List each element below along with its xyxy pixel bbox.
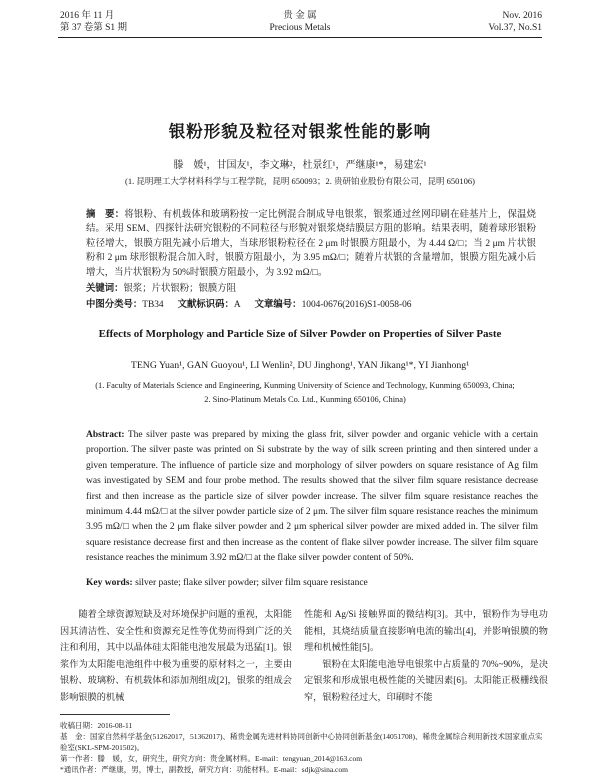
abstract-en-text: The silver paste was prepared by mixing the glass frit, silver powder and organic vehicle with a certain proportion. The silver paste was printed on Si substrate by the way of silk screen printing and then sintered under a given temperature. The influence of particle size and morphology of silver powders on square resistance of Ag film was investigated by SEM and four probe method. The results showed that the silver film square resistance decrease first and then increase as the particle size of silver powder increase. The silver film square resistance reaches the minimum 4.44 mΩ/□ at the silver powder particle size of 2 μm. The silver film square resistance reaches the minimum 3.95 mΩ/□ when the 2 μm flake silver powder and 2 μm spherical silver powder are mixed added in. The silver film square resistance decrease first and then increase as the content of flake silver powder increase. The silver film square resistance reaches the minimum 3.92 mΩ/□ at the flake silver powder content of 50%. [86, 430, 538, 564]
abstract-cn-label: 摘 要： [86, 209, 125, 220]
paper-title-cn: 银粉形貌及粒径对银浆性能的影响 [168, 122, 432, 141]
body-paragraph: 随着全球资源短缺及对环境保护问题的重视，太阳能因其清洁性、安全性和资源充足性等优势而得到广泛的关注和利用，其中以晶体硅太阳能电池发展最为迅猛[1]。银浆作为太阳能电池组件中极为重要的原材料之一，主要由银粉、玻璃粉、有机载体和添加剂组成[2]，银浆的组成会影响银膜的机械 [60, 609, 292, 702]
keywords-cn [86, 282, 536, 296]
affiliation-cn: (1. 昆明理工大学材料科学与工程学院，昆明 650093；2. 贵研铂业股份有限公司，昆明 650106) [125, 176, 475, 186]
keywords-cn-label: 关键词： [86, 283, 124, 294]
keywords-en-label: Key words: [86, 578, 133, 588]
footnote-fund: 基 金：国家自然科学基金(51262017，51362017)、稀贵金属先进材料协同创新中心协同创新基金(14051708)、稀贵金属综合利用新技术国家重点实验室(SKL-SPM-201502)。 [60, 732, 543, 752]
journal-name-en: Precious Metals [269, 23, 331, 33]
article-no-value: 1004-0676(2016)S1-0058-06 [301, 300, 412, 310]
header-volume-cn: 第 37 卷第 S1 期 [60, 23, 128, 33]
abstract-cn-text: 将银粉、有机载体和玻璃粉按一定比例混合制成导电银浆，银浆通过丝网印刷在硅基片上，保温烧结。采用 SEM、四探针法研究银粉的不同粒径与形貌对银浆烧结膜层方阻的影响。结果表明，随着球形银粉粒径增大，银膜方阻先减小后增大，当球形银粉粒径在 2 μm 时银膜方阻最小，为 4.44 Ω/□；当 2 μm 片状银粉和 2 μm 球形银粉混合加入时，银膜方阻最小，为 3.95 mΩ/□；随着片状银的含量增加，银膜方阻先减小后增大，当片状银粉为 50%时银膜方阻最小，为 3.92 mΩ/□。 [86, 210, 536, 278]
doc-code-label: 文献标识码： [177, 299, 234, 310]
header-volume-en: Vol.37, No.S1 [488, 23, 542, 33]
affiliation-en-line2: 2. Sino-Platinum Metals Co. Ltd., Kunming 650106, China) [204, 395, 406, 404]
keywords-en-text: silver paste; flake silver powder; silver film square resistance [135, 578, 368, 588]
footnote-divider [60, 714, 170, 715]
article-no-label: 文章编号： [254, 299, 302, 310]
footnote-received: 收稿日期：2016-08-11 [60, 721, 133, 730]
abstract-en-label: Abstract: [86, 430, 125, 440]
authors-cn: 滕 媛¹，甘国友¹，李文琳²，杜景红¹，严继康¹*，易建宏¹ [173, 160, 427, 171]
footnote-corresponding: *通讯作者：严继康，男，博士，副教授，研究方向：功能材料。E-mail：sdjk@sina.com [60, 765, 348, 774]
body-paragraph: 银粉在太阳能电池导电银浆中占质量的 70%~90%，是决定银浆和形成银电极性能的关键因素[6]。太阳能正极栅线很窄，银粉粒径过大，印刷时不能 [304, 658, 548, 702]
clc-value: TB34 [142, 300, 164, 310]
body-column-right [304, 606, 548, 706]
journal-name-cn: 贵 金 属 [283, 11, 317, 21]
footnote-first-author: 第一作者：滕 媛，女，研究生，研究方向：贵金属材料。E-mail：tengyuan_2014@163.com [60, 754, 363, 763]
affiliation-en-line1: (1. Faculty of Materials Science and Engineering, Kunming University of Science and Technology, Kunming 650093, China; [95, 381, 515, 390]
keywords-en [86, 578, 538, 588]
header-date-en: Nov. 2016 [502, 11, 542, 21]
body-column-left [60, 606, 292, 706]
doc-code-value: A [233, 300, 241, 310]
authors-en: TENG Yuan¹, GAN Guoyou¹, LI Wenlin², DU Jinghong¹, YAN Jikang¹*, YI Jianhong¹ [130, 360, 470, 371]
clc-label: 中图分类号： [86, 299, 143, 310]
classification-cn [86, 298, 536, 312]
footnote [60, 720, 548, 775]
abstract-cn [86, 208, 536, 280]
paper-title-en: Effects of Morphology and Particle Size of Silver Powder on Properties of Silver Paste [98, 328, 502, 340]
header-date: 2016 年 11 月 [60, 11, 115, 21]
affiliation-en [70, 379, 540, 407]
keywords-cn-text: 银浆；片状银粉；银膜方阻 [123, 284, 237, 294]
header-right [488, 10, 542, 34]
abstract-en [86, 428, 538, 567]
body-paragraph: 性能和 Ag/Si 接触界面的微结构[3]。其中，银粉作为导电功能相，其烧结质量直接影响电流的输出[4]，并影响银膜的物理和机械性能[5]。 [304, 609, 548, 653]
header-divider [58, 37, 542, 38]
